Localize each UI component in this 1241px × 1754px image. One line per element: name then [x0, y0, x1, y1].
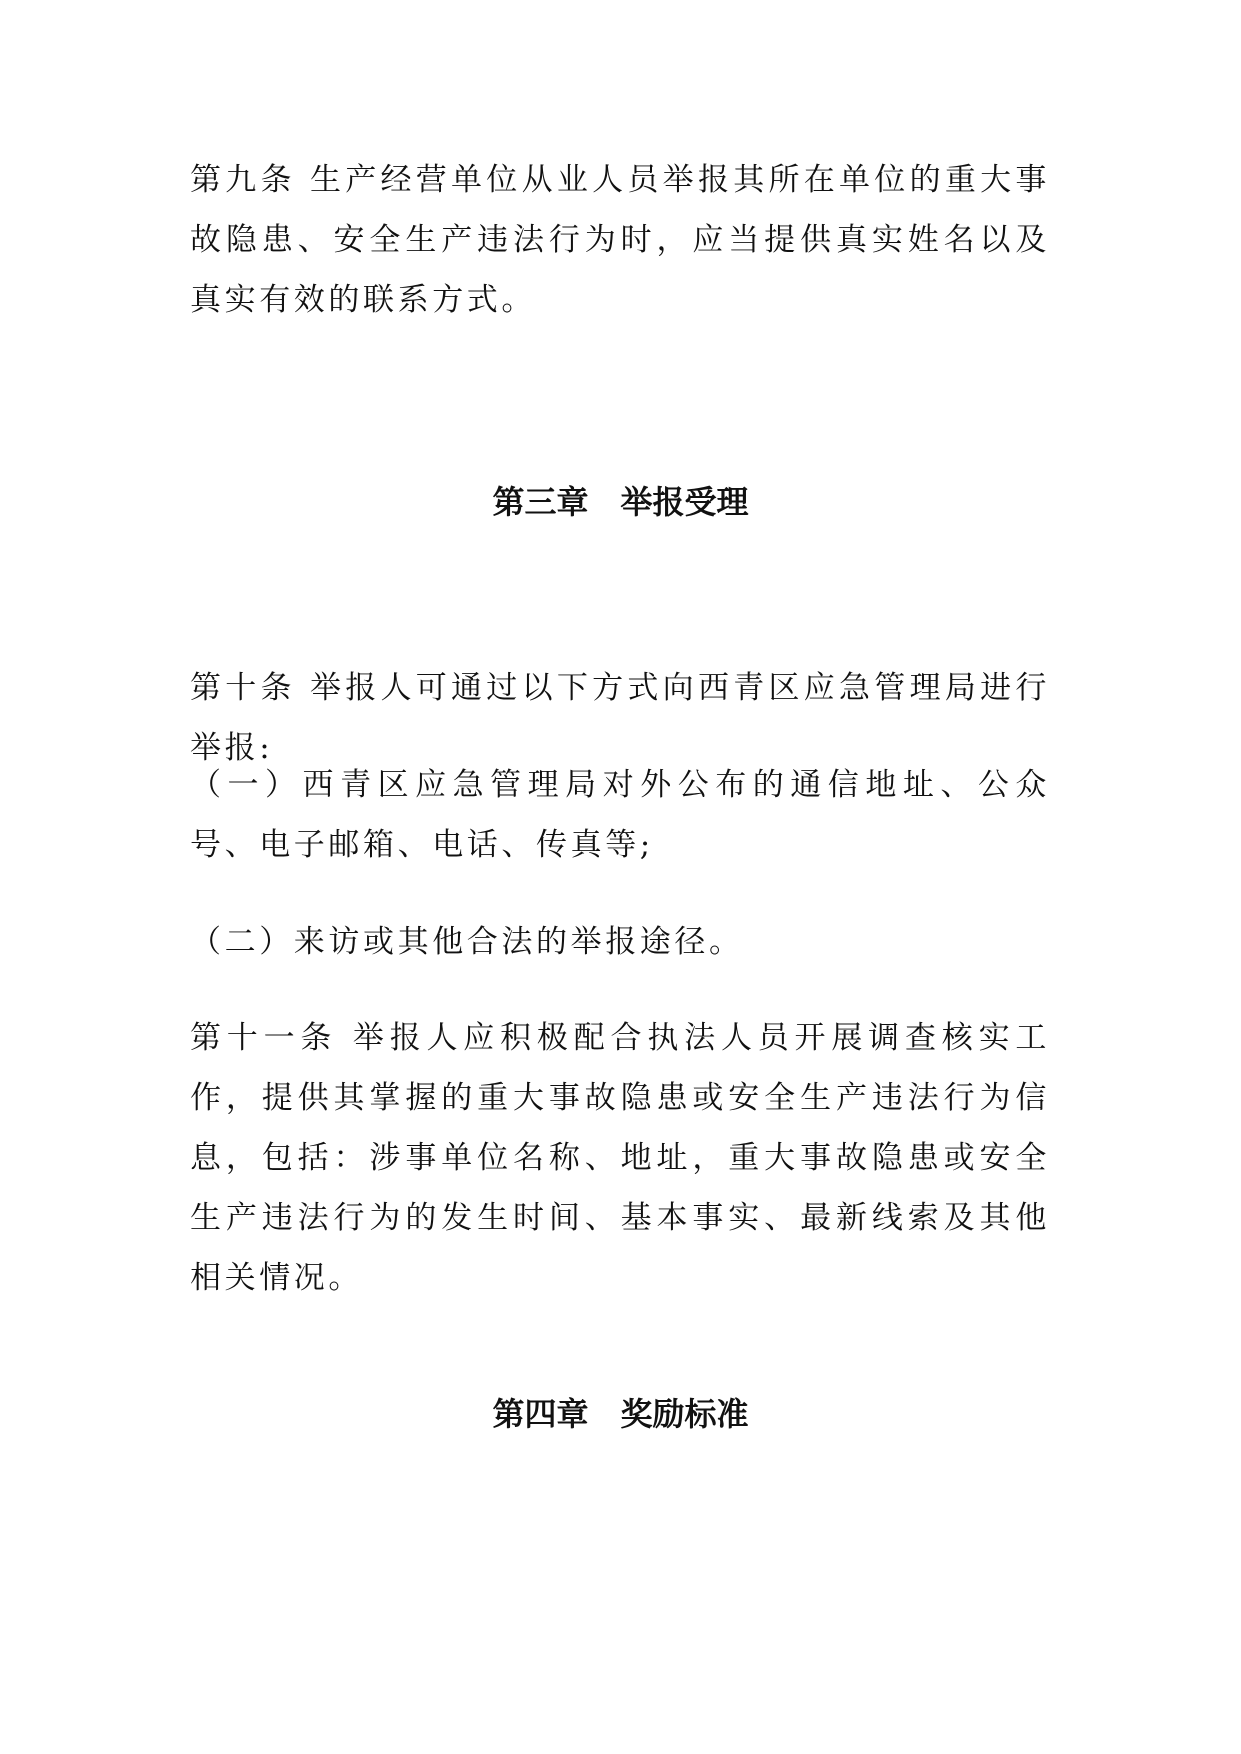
chapter-3-heading: 第三章 举报受理 [492, 483, 749, 521]
article-9: 第九条 生产经营单位从业人员举报其所在单位的重大事故隐患、安全生产违法行为时，应当提供真实姓名以及真实有效的联系方式。 [190, 162, 1050, 318]
article-11: 第十一条 举报人应积极配合执法人员开展调查核实工作，提供其掌握的重大事故隐患或安全生产违法行为信息，包括：涉事单位名称、地址，重大事故隐患或安全生产违法行为的发生时间、基本事实、最新线索及其他相关情况。 [190, 1020, 1050, 1296]
article-10-item-1: （一）西青区应急管理局对外公布的通信地址、公众号、电子邮箱、电话、传真等; [190, 767, 1050, 863]
chapter-4-heading: 第四章 奖励标准 [492, 1395, 749, 1433]
article-10-item-2: （二）来访或其他合法的举报途径。 [190, 924, 744, 960]
article-10: 第十条 举报人可通过以下方式向西青区应急管理局进行举报: [190, 670, 1050, 766]
